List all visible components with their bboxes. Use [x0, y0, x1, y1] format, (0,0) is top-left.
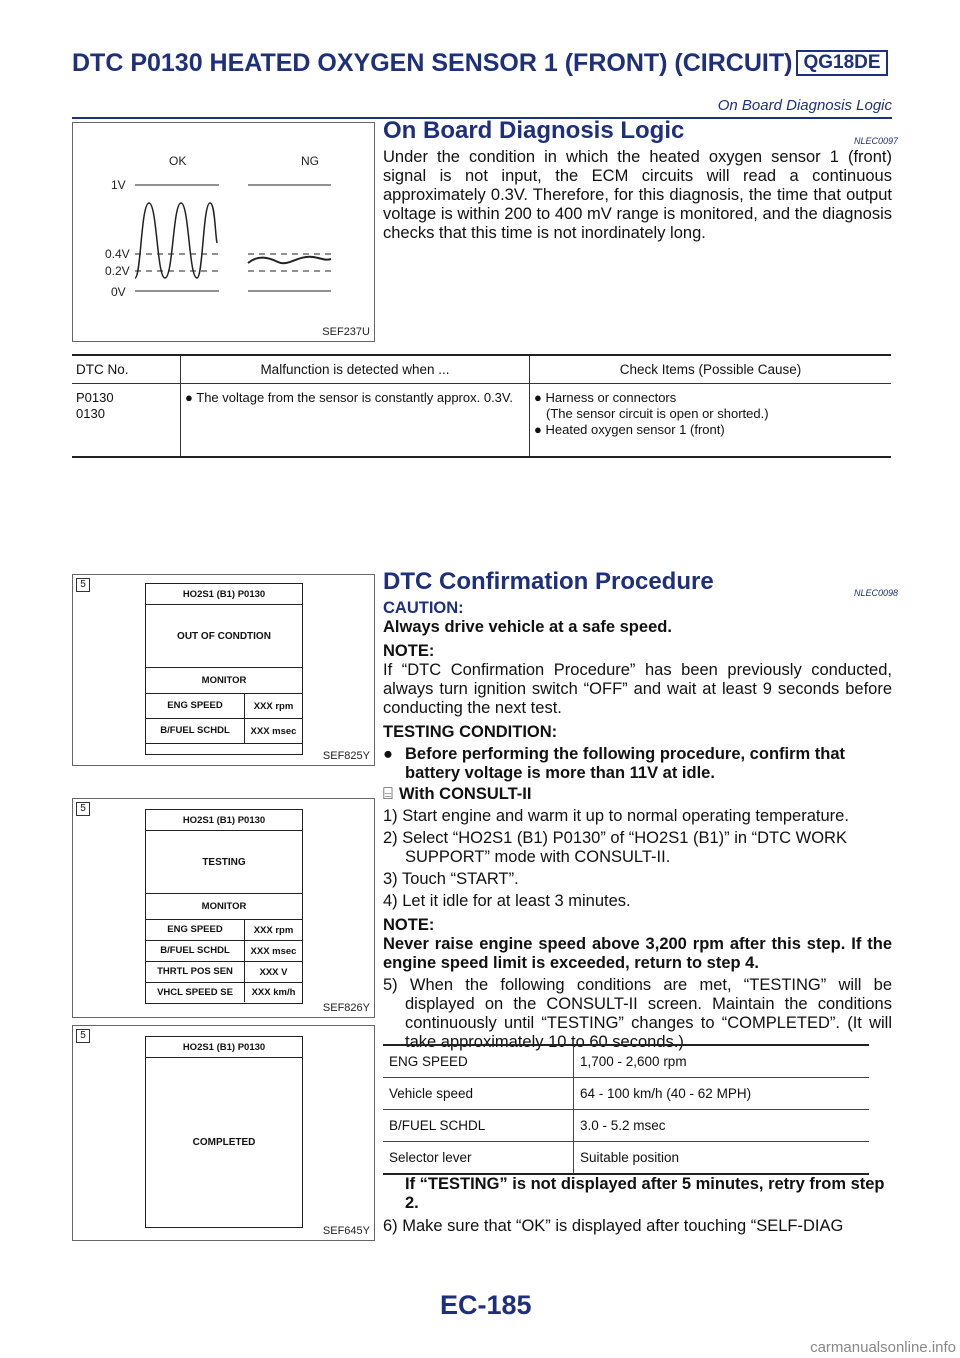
with-consult: ⌸ With CONSULT-II	[383, 785, 532, 803]
screen-status: OUT OF CONDTION	[146, 605, 302, 668]
confirmation-body	[383, 599, 892, 1052]
step-1: 1) Start engine and warm it up to normal operating temperature.	[383, 807, 849, 825]
figure-code: SEF826Y	[322, 1002, 370, 1014]
consult-icon: 5	[76, 578, 90, 592]
consult-screen	[145, 1036, 303, 1228]
note1-label: NOTE:	[383, 642, 435, 660]
screen-figure-3	[72, 1025, 375, 1241]
testing-label: TESTING CONDITION:	[383, 723, 558, 741]
consult-screen: HO2S1 (B1) P0130 OUT OF CONDTION MONITOR ENG SPEED XXX rpm B/FUEL SCHDL XXX msec	[145, 583, 303, 755]
retry-text: If “TESTING” is not displayed after 5 minutes, retry from step 2.	[405, 1175, 885, 1212]
confirmation-heading: DTC Confirmation Procedure	[383, 568, 714, 595]
screen-title: HO2S1 (B1) P0130	[146, 810, 302, 831]
page-number: EC-185	[440, 1290, 532, 1320]
header-title-text: DTC P0130 HEATED OXYGEN SENSOR 1 (FRONT) (CIRCUIT)	[72, 49, 793, 77]
step-4: 4) Let it idle for at least 3 minutes.	[383, 892, 631, 910]
caution-text: Always drive vehicle at a safe speed.	[383, 618, 672, 636]
screen-figure-1	[72, 574, 375, 766]
label-0-4v: 0.4V	[105, 247, 130, 261]
header-subtitle: On Board Diagnosis Logic	[717, 97, 892, 114]
table-row: B/FUEL SCHDL 3.0 - 5.2 msec	[383, 1110, 869, 1142]
label-ng: NG	[301, 154, 319, 168]
dtc-no-cell: P0130 0130	[76, 390, 114, 421]
col-malfunction: Malfunction is detected when ...	[181, 356, 530, 384]
screen-title: HO2S1 (B1) P0130	[146, 1037, 302, 1058]
check-items-cell: ● Harness or connectors (The sensor circuit is open or shorted.) ● Heated oxygen sensor 1 (front)	[530, 384, 892, 457]
caution-label: CAUTION:	[383, 599, 464, 617]
dtc-table-wrap	[72, 354, 891, 458]
conditions-table-wrap	[383, 1044, 869, 1175]
col-dtc-no: DTC No.	[72, 356, 181, 384]
label-1v: 1V	[111, 178, 126, 192]
screen-title: HO2S1 (B1) P0130	[146, 584, 302, 605]
dtc-table	[72, 356, 891, 456]
consult-icon: ⌸	[383, 785, 393, 803]
step-5: 5) When the following conditions are met, “TESTING” will be displayed on the CONSULT-II screen. Maintain the conditions continuously until “TESTING” changes to “COMPLETED”. (It will take approximately 10 to 60 seconds.)	[383, 976, 892, 1051]
malfunction-cell: ● The voltage from the sensor is constantly approx. 0.3V.	[181, 384, 530, 457]
confirmation-ref: NLEC0098	[854, 588, 899, 598]
obd-logic-ref: NLEC0097	[854, 136, 899, 146]
figure-code: SEF645Y	[322, 1225, 370, 1237]
consult-screen: HO2S1 (B1) P0130 TESTING MONITOR ENG SPEED XXX rpm B/FUEL SCHDL XXX msec THRTL POS SEN XXX V VHCL SPEED SE XXX km/h	[145, 809, 303, 1004]
dtc-table-header	[72, 356, 891, 384]
engine-badge: QG18DE	[796, 50, 887, 76]
consult-icon: 5	[76, 1029, 90, 1043]
testing-text: ● Before performing the following procedure, confirm that battery voltage is more than 11V at idle.	[383, 745, 846, 782]
screen-figure-2	[72, 798, 375, 1018]
table-row: Selector lever Suitable position	[383, 1142, 869, 1174]
screen-status: TESTING	[146, 831, 302, 894]
figure-code: SEF825Y	[322, 750, 370, 762]
step-3: 3) Touch “START”.	[383, 870, 519, 888]
consult-icon: 5	[76, 802, 90, 816]
table-row: Vehicle speed 64 - 100 km/h (40 - 62 MPH)	[383, 1078, 869, 1110]
obd-logic-heading: On Board Diagnosis Logic	[383, 117, 685, 144]
label-0v: 0V	[111, 285, 126, 299]
note2-text: Never raise engine speed above 3,200 rpm after this step. If the engine speed limit is exceeded, return to step 4.	[383, 935, 892, 972]
conditions-table	[383, 1046, 869, 1173]
waveform-figure	[72, 122, 375, 342]
note2-label: NOTE:	[383, 916, 435, 934]
screen-monitor: MONITOR	[146, 668, 302, 694]
page-header-title	[72, 49, 888, 79]
col-check-items: Check Items (Possible Cause)	[530, 356, 892, 384]
label-0-2v: 0.2V	[105, 264, 130, 278]
waveform-diagram	[73, 123, 374, 341]
step-2: 2) Select “HO2S1 (B1) P0130” of “HO2S1 (B1)” in “DTC WORK SUPPORT” mode with CONSULT-II.	[383, 829, 847, 866]
screen-status: COMPLETED	[192, 1136, 256, 1148]
figure-code: SEF237U	[322, 326, 370, 338]
obd-logic-text: Under the condition in which the heated oxygen sensor 1 (front) signal is not input, the ECM circuits will read a continuous approximately 0.3V. Therefore, for this diagnosis, the time that output voltage is within 200 to 400 mV range is monitored, and the diagnosis checks that this time is not inordinately long.	[383, 148, 892, 242]
note1-text: If “DTC Confirmation Procedure” has been previously conducted, always turn ignition switch “OFF” and wait at least 9 seconds before conducting the next test.	[383, 661, 892, 717]
label-ok: OK	[169, 154, 187, 168]
step-6: 6) Make sure that “OK” is displayed after touching “SELF-DIAG	[383, 1217, 844, 1235]
watermark: carmanualsonline.info	[810, 1339, 956, 1356]
screen-monitor: MONITOR	[146, 894, 302, 920]
table-row	[72, 384, 891, 457]
table-row: ENG SPEED 1,700 - 2,600 rpm	[383, 1046, 869, 1078]
